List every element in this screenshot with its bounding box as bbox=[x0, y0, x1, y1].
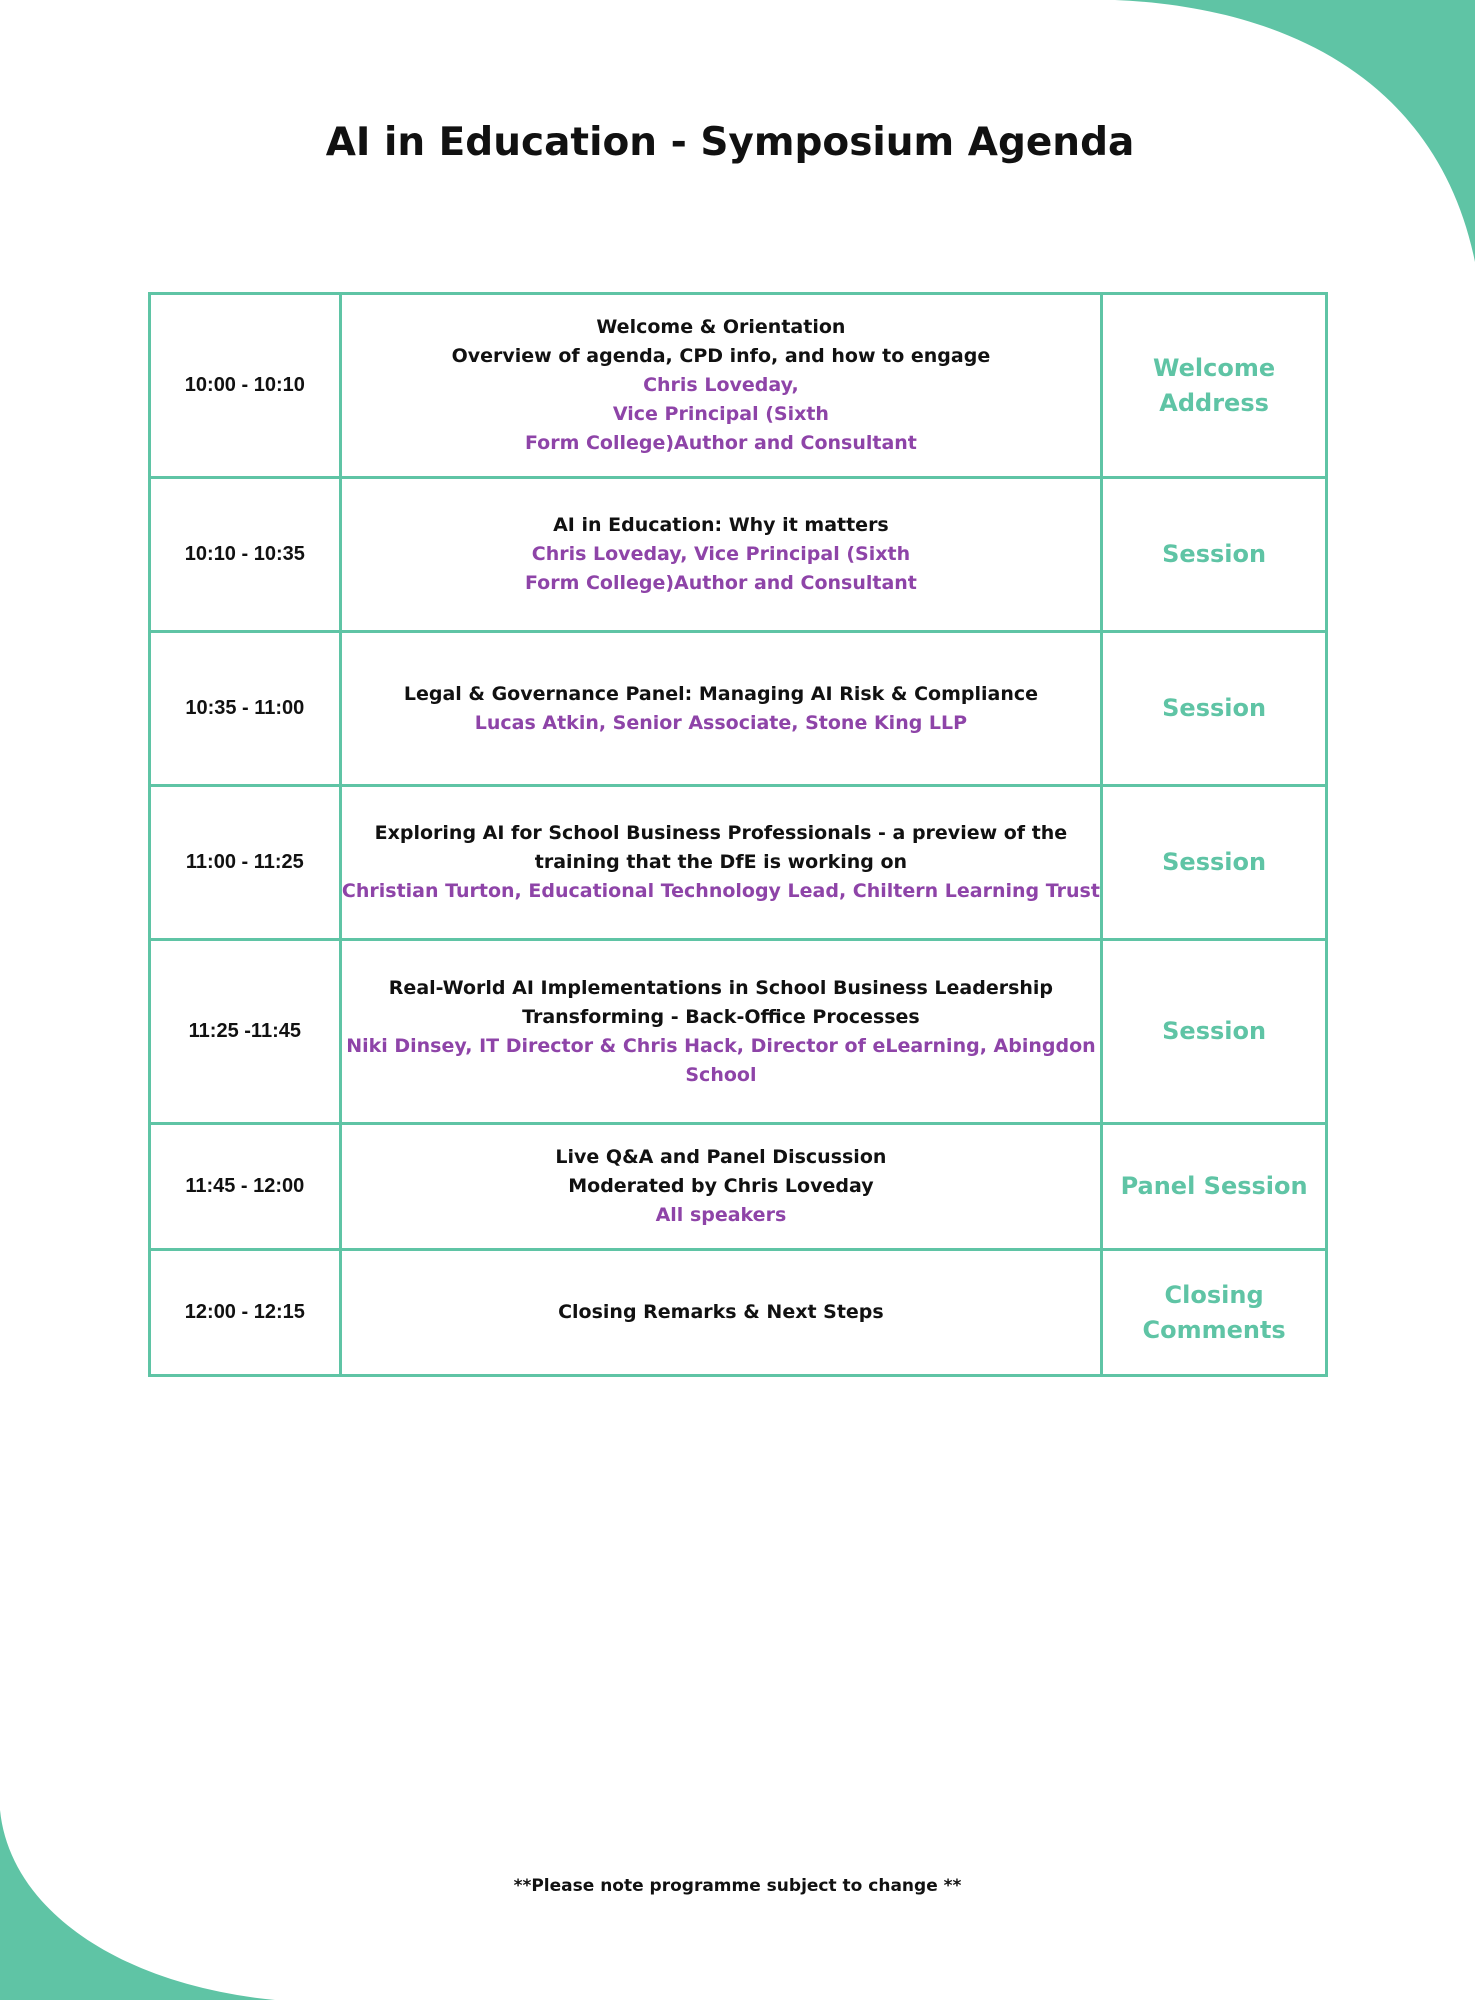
session-time: 12:00 - 12:15 bbox=[150, 1250, 341, 1376]
session-speaker-line: Chris Loveday, bbox=[643, 374, 799, 396]
session-category: Panel Session bbox=[1102, 1124, 1327, 1250]
session-details bbox=[340, 786, 1102, 940]
agenda-row bbox=[150, 1124, 1327, 1250]
session-time: 10:00 - 10:10 bbox=[150, 294, 341, 478]
session-details bbox=[340, 478, 1102, 632]
programme-footnote: **Please note programme subject to change ** bbox=[513, 1876, 962, 1896]
session-category: Session bbox=[1102, 786, 1327, 940]
agenda-row bbox=[150, 478, 1327, 632]
bottom-left-wave-shape bbox=[0, 1810, 275, 2000]
session-speaker-line: Chris Loveday, Vice Principal (Sixth bbox=[531, 543, 911, 565]
session-speaker-line: Form College)Author and Consultant bbox=[524, 572, 917, 594]
session-speaker-line: All speakers bbox=[655, 1204, 787, 1226]
session-title-line: Legal & Governance Panel: Managing AI Risk & Compliance bbox=[403, 682, 1038, 705]
session-details bbox=[340, 632, 1102, 786]
session-title-line: AI in Education: Why it matters bbox=[553, 514, 889, 536]
session-time: 11:00 - 11:25 bbox=[150, 786, 341, 940]
session-time: 11:25 -11:45 bbox=[150, 940, 341, 1124]
session-speaker-line: Christian Turton, Educational Technology Lead, Chiltern Learning Trust bbox=[341, 880, 1100, 902]
session-details bbox=[340, 1124, 1102, 1250]
session-title-line: Transforming - Back-Office Processes bbox=[522, 1005, 920, 1028]
session-title-line: Exploring AI for School Business Professionals - a preview of the bbox=[374, 822, 1068, 844]
session-category: Session bbox=[1102, 478, 1327, 632]
session-details bbox=[340, 294, 1102, 478]
agenda-row bbox=[150, 294, 1327, 478]
session-speaker-line: Lucas Atkin, Senior Associate, Stone King LLP bbox=[474, 711, 968, 734]
session-time: 11:45 - 12:00 bbox=[150, 1124, 341, 1250]
agenda-table-body bbox=[150, 294, 1327, 1376]
session-speaker-line: Form College)Author and Consultant bbox=[524, 432, 917, 454]
session-speaker-line: School bbox=[685, 1063, 757, 1086]
session-title-line: Overview of agenda, CPD info, and how to engage bbox=[451, 345, 991, 367]
page-title: AI in Education - Symposium Agenda bbox=[325, 120, 1135, 165]
agenda-table bbox=[148, 292, 1328, 1377]
agenda-row bbox=[150, 940, 1327, 1124]
session-category: Session bbox=[1102, 632, 1327, 786]
session-title-line: Live Q&A and Panel Discussion bbox=[555, 1146, 887, 1168]
session-title-line: Real-World AI Implementations in School Business Leadership bbox=[388, 976, 1054, 999]
session-title-line: Moderated by Chris Loveday bbox=[568, 1175, 874, 1197]
session-title-line: training that the DfE is working on bbox=[534, 851, 908, 873]
session-speaker-line: Niki Dinsey, IT Director & Chris Hack, Director of eLearning, Abingdon bbox=[346, 1034, 1096, 1057]
session-title-line: Closing Remarks & Next Steps bbox=[558, 1301, 884, 1323]
session-title-line: Welcome & Orientation bbox=[596, 316, 846, 338]
session-category: Closing Comments bbox=[1102, 1250, 1327, 1376]
agenda-row bbox=[150, 786, 1327, 940]
session-details bbox=[340, 1250, 1102, 1376]
session-category: Welcome Address bbox=[1102, 294, 1327, 478]
session-time: 10:10 - 10:35 bbox=[150, 478, 341, 632]
agenda-row bbox=[150, 632, 1327, 786]
agenda-row bbox=[150, 1250, 1327, 1376]
session-time: 10:35 - 11:00 bbox=[150, 632, 341, 786]
session-details bbox=[340, 940, 1102, 1124]
session-speaker-line: Vice Principal (Sixth bbox=[612, 403, 829, 425]
session-category: Session bbox=[1102, 940, 1327, 1124]
